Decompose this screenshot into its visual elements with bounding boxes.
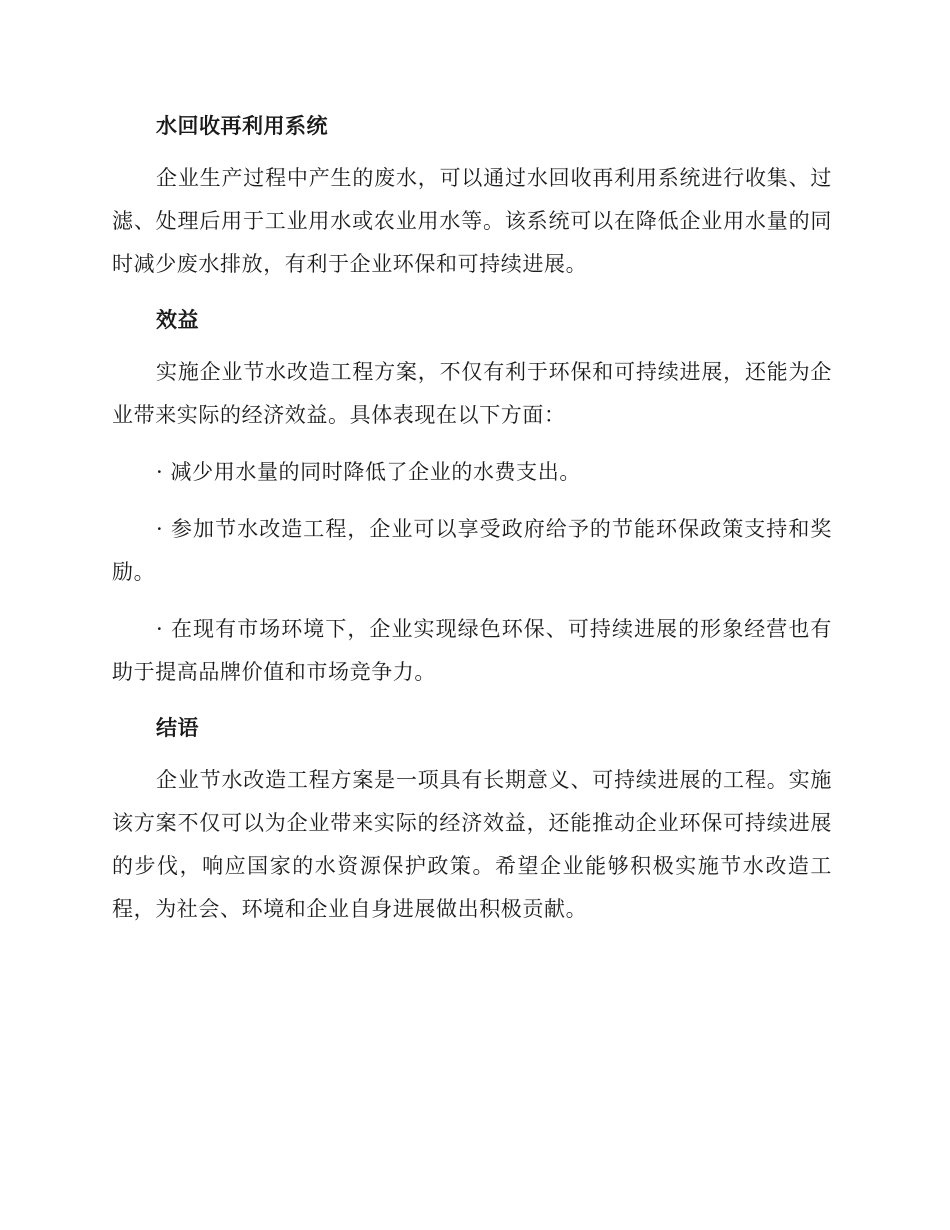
section-water-recycling [112, 106, 832, 286]
paragraph: 企业节水改造工程方案是一项具有长期意义、可持续进展的工程。实施该方案不仅可以为企业带来实际的经济效益，还能推动企业环保可持续进展的步伐，响应国家的水资源保护政策。希望企业能够积极实施节水改造工程，为社会、环境和企业自身进展做出积极贡献。 [112, 768, 832, 921]
section-benefits [112, 300, 832, 694]
paragraph: 实施企业节水改造工程方案，不仅有利于环保和可持续进展，还能为企业带来实际的经济效益。具体表现在以下方面： [112, 360, 832, 427]
bullet-item: · 参加节水改造工程，企业可以享受政府给予的节能环保政策支持和奖励。 [112, 517, 832, 584]
document-page [112, 106, 832, 945]
section-heading: 水回收再利用系统 [156, 114, 328, 138]
paragraph: 企业生产过程中产生的废水，可以通过水回收再利用系统进行收集、过滤、处理后用于工业用水或农业用水等。该系统可以在降低企业用水量的同时减少废水排放，有利于企业环保和可持续进展。 [112, 166, 832, 276]
section-heading: 效益 [156, 308, 199, 332]
section-heading: 结语 [156, 716, 199, 740]
section-conclusion [112, 708, 832, 931]
bullet-item: · 减少用水量的同时降低了企业的水费支出。 [156, 460, 581, 484]
bullet-item: · 在现有市场环境下，企业实现绿色环保、可持续进展的形象经营也有助于提高品牌价值和市场竞争力。 [112, 617, 832, 684]
